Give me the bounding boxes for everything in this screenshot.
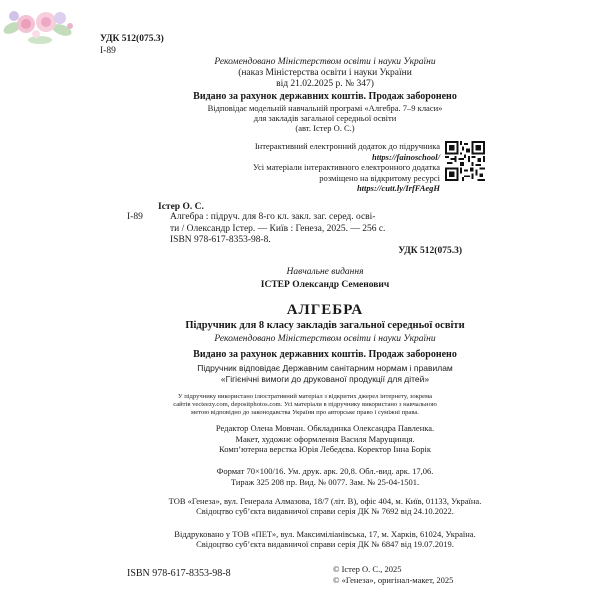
ministry-recommendation bbox=[130, 57, 520, 68]
not-for-sale-notice: Видано за рахунок державних коштів. Продаж заборонено bbox=[193, 91, 457, 102]
book-subtitle: Підручник для 8 класу закладів загальної середньої освіти bbox=[185, 320, 465, 331]
bib-line: Алгебра : підруч. для 8-го кл. закл. заг. серед. осві- bbox=[170, 212, 376, 222]
resource-link[interactable]: https://cutt.ly/IrfFAegH bbox=[356, 183, 440, 193]
editorial-credits bbox=[130, 423, 520, 455]
interactive-line: Інтерактивний електронний додаток до підручника bbox=[254, 141, 440, 151]
interactive-supplement-info bbox=[190, 141, 440, 194]
publisher-info bbox=[130, 496, 520, 516]
illus-line: У підручнику використано ілюстративний матеріал з відкритих джерел інтернету, зокрема bbox=[177, 393, 433, 400]
edition-type: Навчальне видання bbox=[286, 267, 364, 277]
sanitary-compliance bbox=[130, 363, 520, 384]
program-compliance bbox=[130, 103, 520, 133]
interactive-line: Усі матеріали інтерактивного електронного додатка bbox=[253, 162, 440, 172]
catalog-author: Істер О. С. bbox=[158, 202, 204, 212]
author-full-name: ІСТЕР Олександр Семенович bbox=[260, 280, 390, 290]
illustration-notice bbox=[120, 393, 490, 418]
order-line: (наказ Міністерства освіти і науки України bbox=[238, 68, 412, 78]
bib-isbn: ISBN 978-617-8353-98-8. bbox=[170, 235, 271, 245]
catalog-code-left: І-89 bbox=[127, 212, 143, 222]
credits-line: Редактор Олена Мовчан. Обкладинка Олександра Павленка. bbox=[215, 423, 435, 433]
qr-code-icon[interactable] bbox=[445, 141, 485, 181]
recommendation-line: Рекомендовано Міністерством освіти і науки України bbox=[214, 57, 436, 67]
credits-line: Макет, художнє оформлення Василя Марущинця. bbox=[235, 433, 415, 444]
illus-line: сайтів vecteezy.com, depositphotos.com. Усі матеріали в підручнику використано з навчальною bbox=[173, 401, 437, 409]
catalog-code-top: І-89 bbox=[100, 46, 116, 56]
order-date-line: від 21.02.2025 р. № 347) bbox=[276, 79, 374, 89]
bibliographic-description bbox=[170, 212, 470, 247]
copyright-line: © «Генеза», оригінал-макет, 2025 bbox=[333, 574, 454, 585]
udk-code-right: УДК 512(075.3) bbox=[398, 246, 462, 256]
illus-line: метою відповідно до законодавства України про авторське право і суміжні права. bbox=[191, 409, 419, 417]
publisher-line: ТОВ «Генеза», вул. Генерала Алмазова, 18/7 (літ. В), офіс 404, м. Київ, 01133, Україна. bbox=[168, 496, 482, 506]
interactive-line: розміщено на відкритому ресурсі bbox=[319, 172, 440, 183]
printer-info bbox=[130, 529, 520, 549]
program-line: для закладів загальної середньої освіти bbox=[253, 113, 397, 123]
not-for-sale-notice-2: Видано за рахунок державних коштів. Продаж заборонено bbox=[193, 349, 457, 360]
printer-line: Віддруковано у ТОВ «ПЕТ», вул. Максиміліанівська, 17, м. Харків, 61024, Україна. bbox=[174, 529, 476, 539]
sanitary-line: Підручник відповідає Державним санітарним нормам і правилам bbox=[197, 363, 453, 373]
book-title: АЛГЕБРА bbox=[286, 302, 364, 318]
udk-code-top: УДК 512(075.3) bbox=[100, 34, 164, 44]
printer-line: Свідоцтво суб’єкта видавничої справи серія ДК № 6847 від 19.07.2019. bbox=[196, 539, 454, 549]
print-format bbox=[130, 466, 520, 487]
ministry-order bbox=[130, 68, 520, 90]
sanitary-line: «Гігієнічні вимоги до друкованої продукції для дітей» bbox=[220, 373, 430, 384]
copyright-line: © Істер О. С., 2025 bbox=[333, 564, 402, 574]
format-line: Тираж 325 208 пр. Вид. № 0077. Зам. № 25-04-1501. bbox=[230, 476, 420, 487]
program-author-line: (авт. Істер О. С.) bbox=[295, 123, 355, 133]
flower-decoration-image bbox=[0, 0, 80, 50]
credits-line: Комп’ютерна верстка Юрія Лебедєва. Коректор Інна Борік bbox=[219, 444, 431, 454]
program-line: Відповідає модельній навчальній програмі «Алгебра. 7–9 класи» bbox=[207, 103, 443, 113]
interactive-link[interactable]: https://fainoschool/ bbox=[371, 151, 440, 162]
publisher-line: Свідоцтво суб’єкта видавничої справи серія ДК № 7692 від 24.10.2022. bbox=[196, 506, 454, 516]
format-line: Формат 70×100/16. Ум. друк. арк. 20,8. Обл.-вид. арк. 17,06. bbox=[216, 466, 434, 476]
bib-line: ти / Олександр Істер. — Київ : Генеза, 2025. — 256 с. bbox=[170, 223, 386, 234]
copyright bbox=[333, 564, 453, 585]
ministry-recommendation-2: Рекомендовано Міністерством освіти і науки України bbox=[214, 334, 436, 344]
isbn: ISBN 978-617-8353-98-8 bbox=[127, 568, 231, 579]
